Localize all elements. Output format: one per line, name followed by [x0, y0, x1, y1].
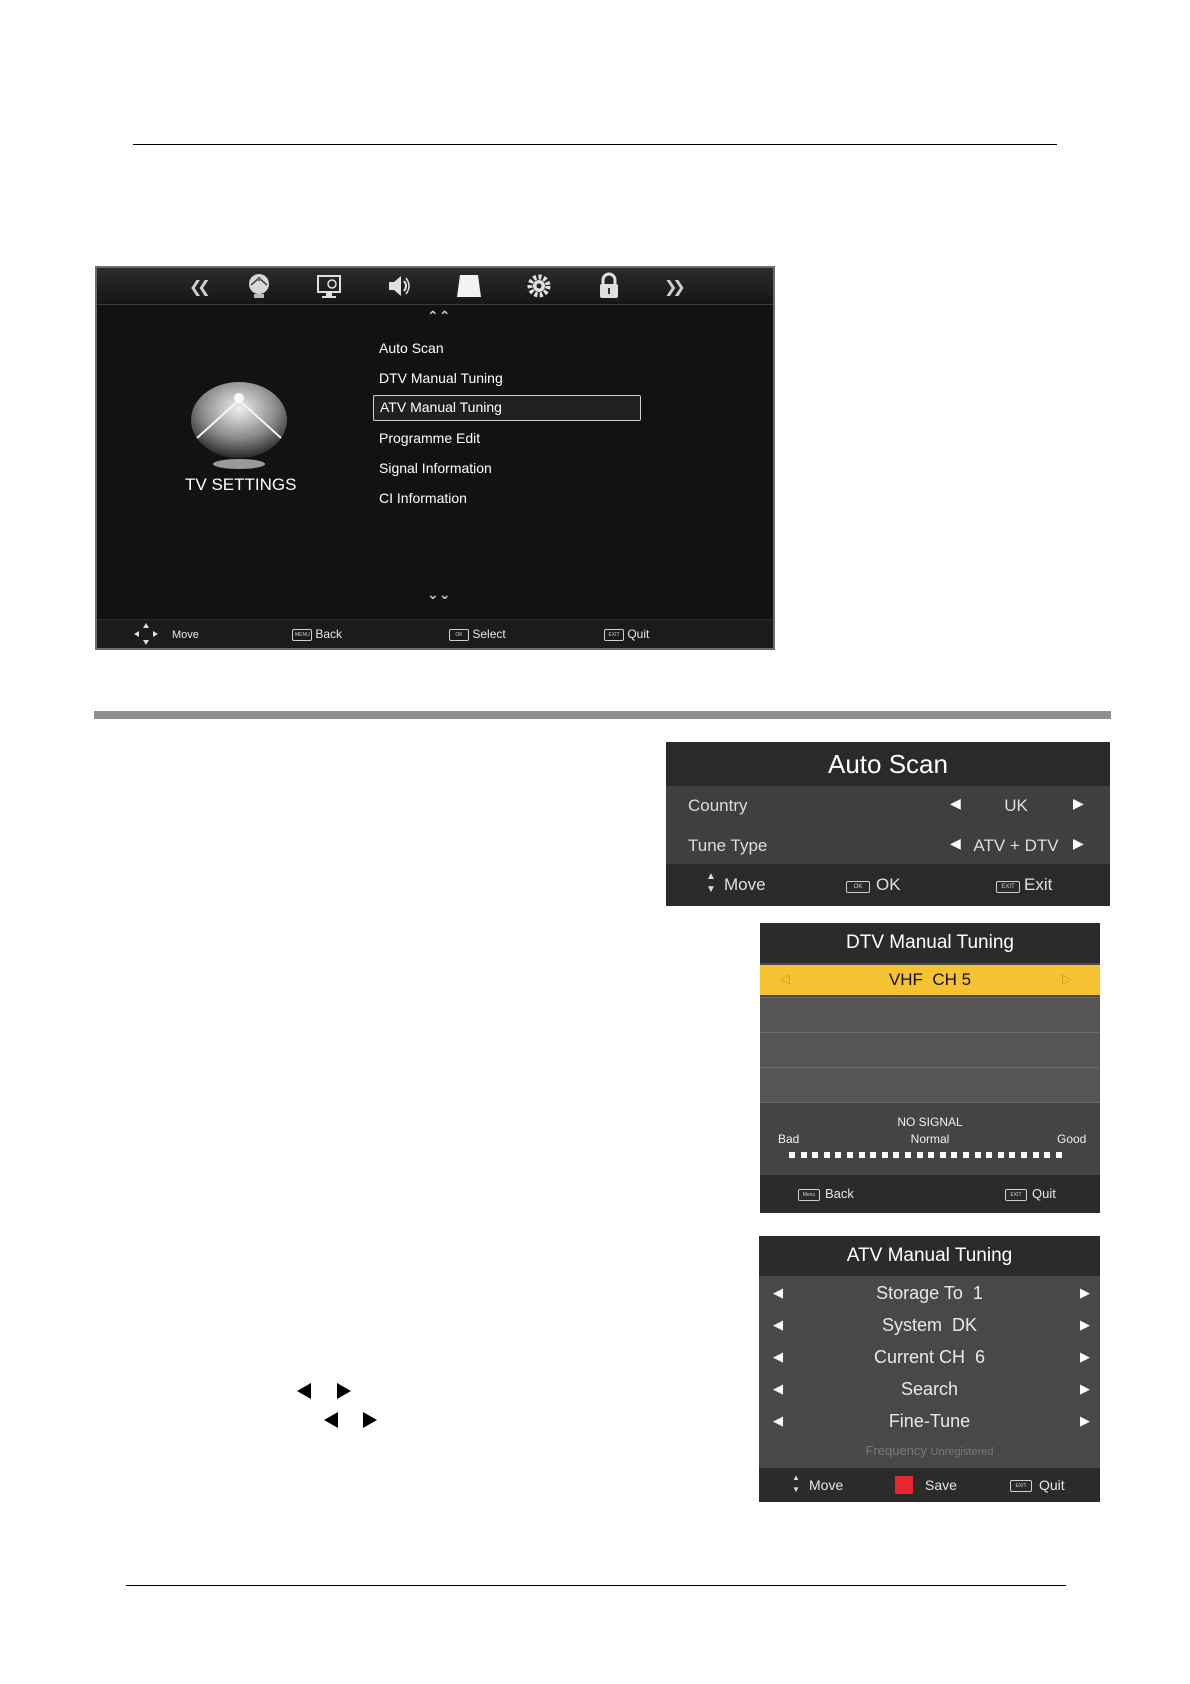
tune-type-value: ATV + DTV: [973, 836, 1059, 855]
signal-status: NO SIGNAL: [897, 1115, 963, 1129]
auto-scan-panel: [666, 742, 1110, 906]
menu-item-signal-information[interactable]: Signal Information: [379, 460, 492, 476]
left-arrow-icon[interactable]: ◀: [773, 1381, 783, 1396]
menu-item-dtv-manual-tuning[interactable]: DTV Manual Tuning: [379, 370, 503, 386]
signal-area: [760, 1102, 1100, 1176]
exit-key-icon: EXIT: [996, 876, 1020, 896]
right-arrow-icon[interactable]: ▶: [1080, 1349, 1090, 1364]
signal-dot: [1021, 1152, 1027, 1158]
satellite-dish-large-icon: [189, 380, 289, 470]
left-arrow-icon[interactable]: ◀: [773, 1285, 783, 1300]
menu-hint-bar: [97, 619, 773, 648]
left-arrow-icon[interactable]: ◁: [780, 971, 790, 986]
right-arrow-icon[interactable]: ▶: [1073, 835, 1084, 851]
menu-category-title: TV SETTINGS: [185, 475, 297, 494]
menu-item-auto-scan[interactable]: Auto Scan: [379, 340, 444, 356]
info-row: [760, 997, 1100, 1032]
atv-manual-tuning-panel: [759, 1236, 1100, 1502]
fast-forward-icon[interactable]: ❯❯: [664, 279, 681, 296]
signal-dot: [940, 1152, 946, 1158]
signal-dot: [893, 1152, 899, 1158]
right-arrow-icon: [363, 1412, 377, 1428]
signal-dot: [998, 1152, 1004, 1158]
channel-selector[interactable]: [760, 965, 1100, 995]
menu-tab-bar: [97, 268, 773, 305]
left-arrow-icon[interactable]: ◀: [773, 1349, 783, 1364]
tv-stand-icon[interactable]: [454, 271, 484, 301]
signal-dot: [963, 1152, 969, 1158]
left-arrow-icon: [324, 1412, 338, 1428]
current-ch-row[interactable]: ◀ Current CH 6 ▶: [773, 1347, 1090, 1367]
signal-dot: [951, 1152, 957, 1158]
signal-dot: [835, 1152, 841, 1158]
header-rule: [133, 144, 1057, 145]
tune-type-row[interactable]: Tune Type ◀ ATV + DTV ▶: [688, 835, 1084, 855]
signal-dot: [905, 1152, 911, 1158]
country-row[interactable]: Country ◀ UK ▶: [688, 795, 1084, 815]
signal-dot: [1044, 1152, 1050, 1158]
exit-key-icon: EXIT: [604, 629, 624, 641]
search-row[interactable]: ◀ Search ▶: [773, 1379, 1090, 1399]
exit-key-icon: EXIT: [1010, 1477, 1032, 1493]
signal-dot: [789, 1152, 795, 1158]
signal-dot: [917, 1152, 923, 1158]
up-down-arrow-icon: ▲ ▼: [792, 1473, 800, 1494]
ok-key-icon: OK: [846, 876, 870, 896]
signal-dot: [824, 1152, 830, 1158]
signal-dot: [847, 1152, 853, 1158]
signal-dot: [812, 1152, 818, 1158]
exit-key-icon: EXIT: [1005, 1186, 1027, 1201]
ok-key-icon: OK: [449, 629, 469, 641]
up-down-arrow-icon: ▲ ▼: [706, 871, 716, 895]
hint-quit: EXIT Quit: [604, 627, 649, 641]
picture-monitor-icon[interactable]: [314, 271, 344, 301]
signal-dot: [1033, 1152, 1039, 1158]
dpad-move-icon: [133, 622, 159, 646]
speaker-icon[interactable]: [384, 271, 414, 301]
gear-icon[interactable]: [524, 271, 554, 301]
info-row: [760, 1032, 1100, 1067]
info-row: [760, 1067, 1100, 1102]
scroll-up-icon[interactable]: ⌃⌃: [427, 308, 451, 324]
atv-footer: ▲ ▼ Move Save EXIT Quit: [759, 1468, 1100, 1502]
scale-normal: Normal: [910, 1132, 950, 1146]
footer-rule: [126, 1585, 1066, 1586]
menu-key-icon: MENU: [292, 629, 312, 641]
hint-back: MENU Back: [292, 627, 342, 641]
satellite-dish-icon[interactable]: [244, 271, 274, 301]
signal-dot: [1009, 1152, 1015, 1158]
left-arrow-icon[interactable]: ◀: [950, 795, 961, 811]
auto-scan-footer: ▲ ▼ Move OK OK EXIT Exit: [666, 864, 1110, 906]
signal-dot: [986, 1152, 992, 1158]
signal-dot: [928, 1152, 934, 1158]
menu-item-ci-information[interactable]: CI Information: [379, 490, 467, 506]
right-arrow-icon[interactable]: ▶: [1073, 795, 1084, 811]
dtv-footer: Menu Back EXIT Quit: [760, 1175, 1100, 1213]
right-arrow-icon[interactable]: ▶: [1080, 1413, 1090, 1428]
system-row[interactable]: ◀ System DK ▶: [773, 1315, 1090, 1335]
hint-select: OK Select: [449, 627, 506, 641]
red-save-key-icon: [895, 1476, 913, 1494]
hint-move: Move: [172, 629, 199, 641]
dtv-manual-tuning-panel: [760, 923, 1100, 1213]
signal-dot: [1056, 1152, 1062, 1158]
signal-dot: [870, 1152, 876, 1158]
right-arrow-icon[interactable]: ▶: [1080, 1317, 1090, 1332]
signal-dot: [975, 1152, 981, 1158]
menu-item-atv-manual-tuning[interactable]: ATV Manual Tuning: [373, 395, 641, 421]
left-arrow-icon[interactable]: ◀: [773, 1317, 783, 1332]
left-arrow-icon[interactable]: ◀: [773, 1413, 783, 1428]
dtv-title: DTV Manual Tuning: [760, 923, 1100, 963]
right-arrow-icon[interactable]: ▷: [1062, 971, 1072, 986]
right-arrow-icon: [337, 1383, 351, 1399]
fine-tune-row[interactable]: ◀ Fine-Tune ▶: [773, 1411, 1090, 1431]
scale-good: Good: [1057, 1132, 1087, 1146]
section-divider: [94, 711, 1111, 719]
signal-dot: [859, 1152, 865, 1158]
menu-item-programme-edit[interactable]: Programme Edit: [379, 430, 481, 446]
country-value: UK: [1004, 796, 1028, 815]
frequency-row: Frequency Unregistered: [865, 1443, 994, 1458]
lock-icon[interactable]: [594, 271, 624, 301]
scale-bad: Bad: [778, 1132, 800, 1146]
storage-to-row[interactable]: ◀ Storage To 1 ▶: [773, 1283, 1090, 1303]
scroll-down-icon[interactable]: ⌄⌄: [427, 586, 451, 602]
right-arrow-icon[interactable]: ▶: [1080, 1381, 1090, 1396]
atv-title: ATV Manual Tuning: [759, 1236, 1100, 1276]
menu-key-icon: Menu: [798, 1186, 820, 1201]
left-arrow-icon: [297, 1383, 311, 1399]
auto-scan-title: Auto Scan: [666, 742, 1110, 786]
right-arrow-icon[interactable]: ▶: [1080, 1285, 1090, 1300]
signal-dot: [882, 1152, 888, 1158]
channel-value: VHF CH 5: [888, 970, 972, 989]
signal-dot: [801, 1152, 807, 1158]
left-arrow-icon[interactable]: ◀: [950, 835, 961, 851]
rewind-icon[interactable]: ❮❮: [189, 279, 206, 296]
tv-settings-menu: [95, 266, 775, 650]
